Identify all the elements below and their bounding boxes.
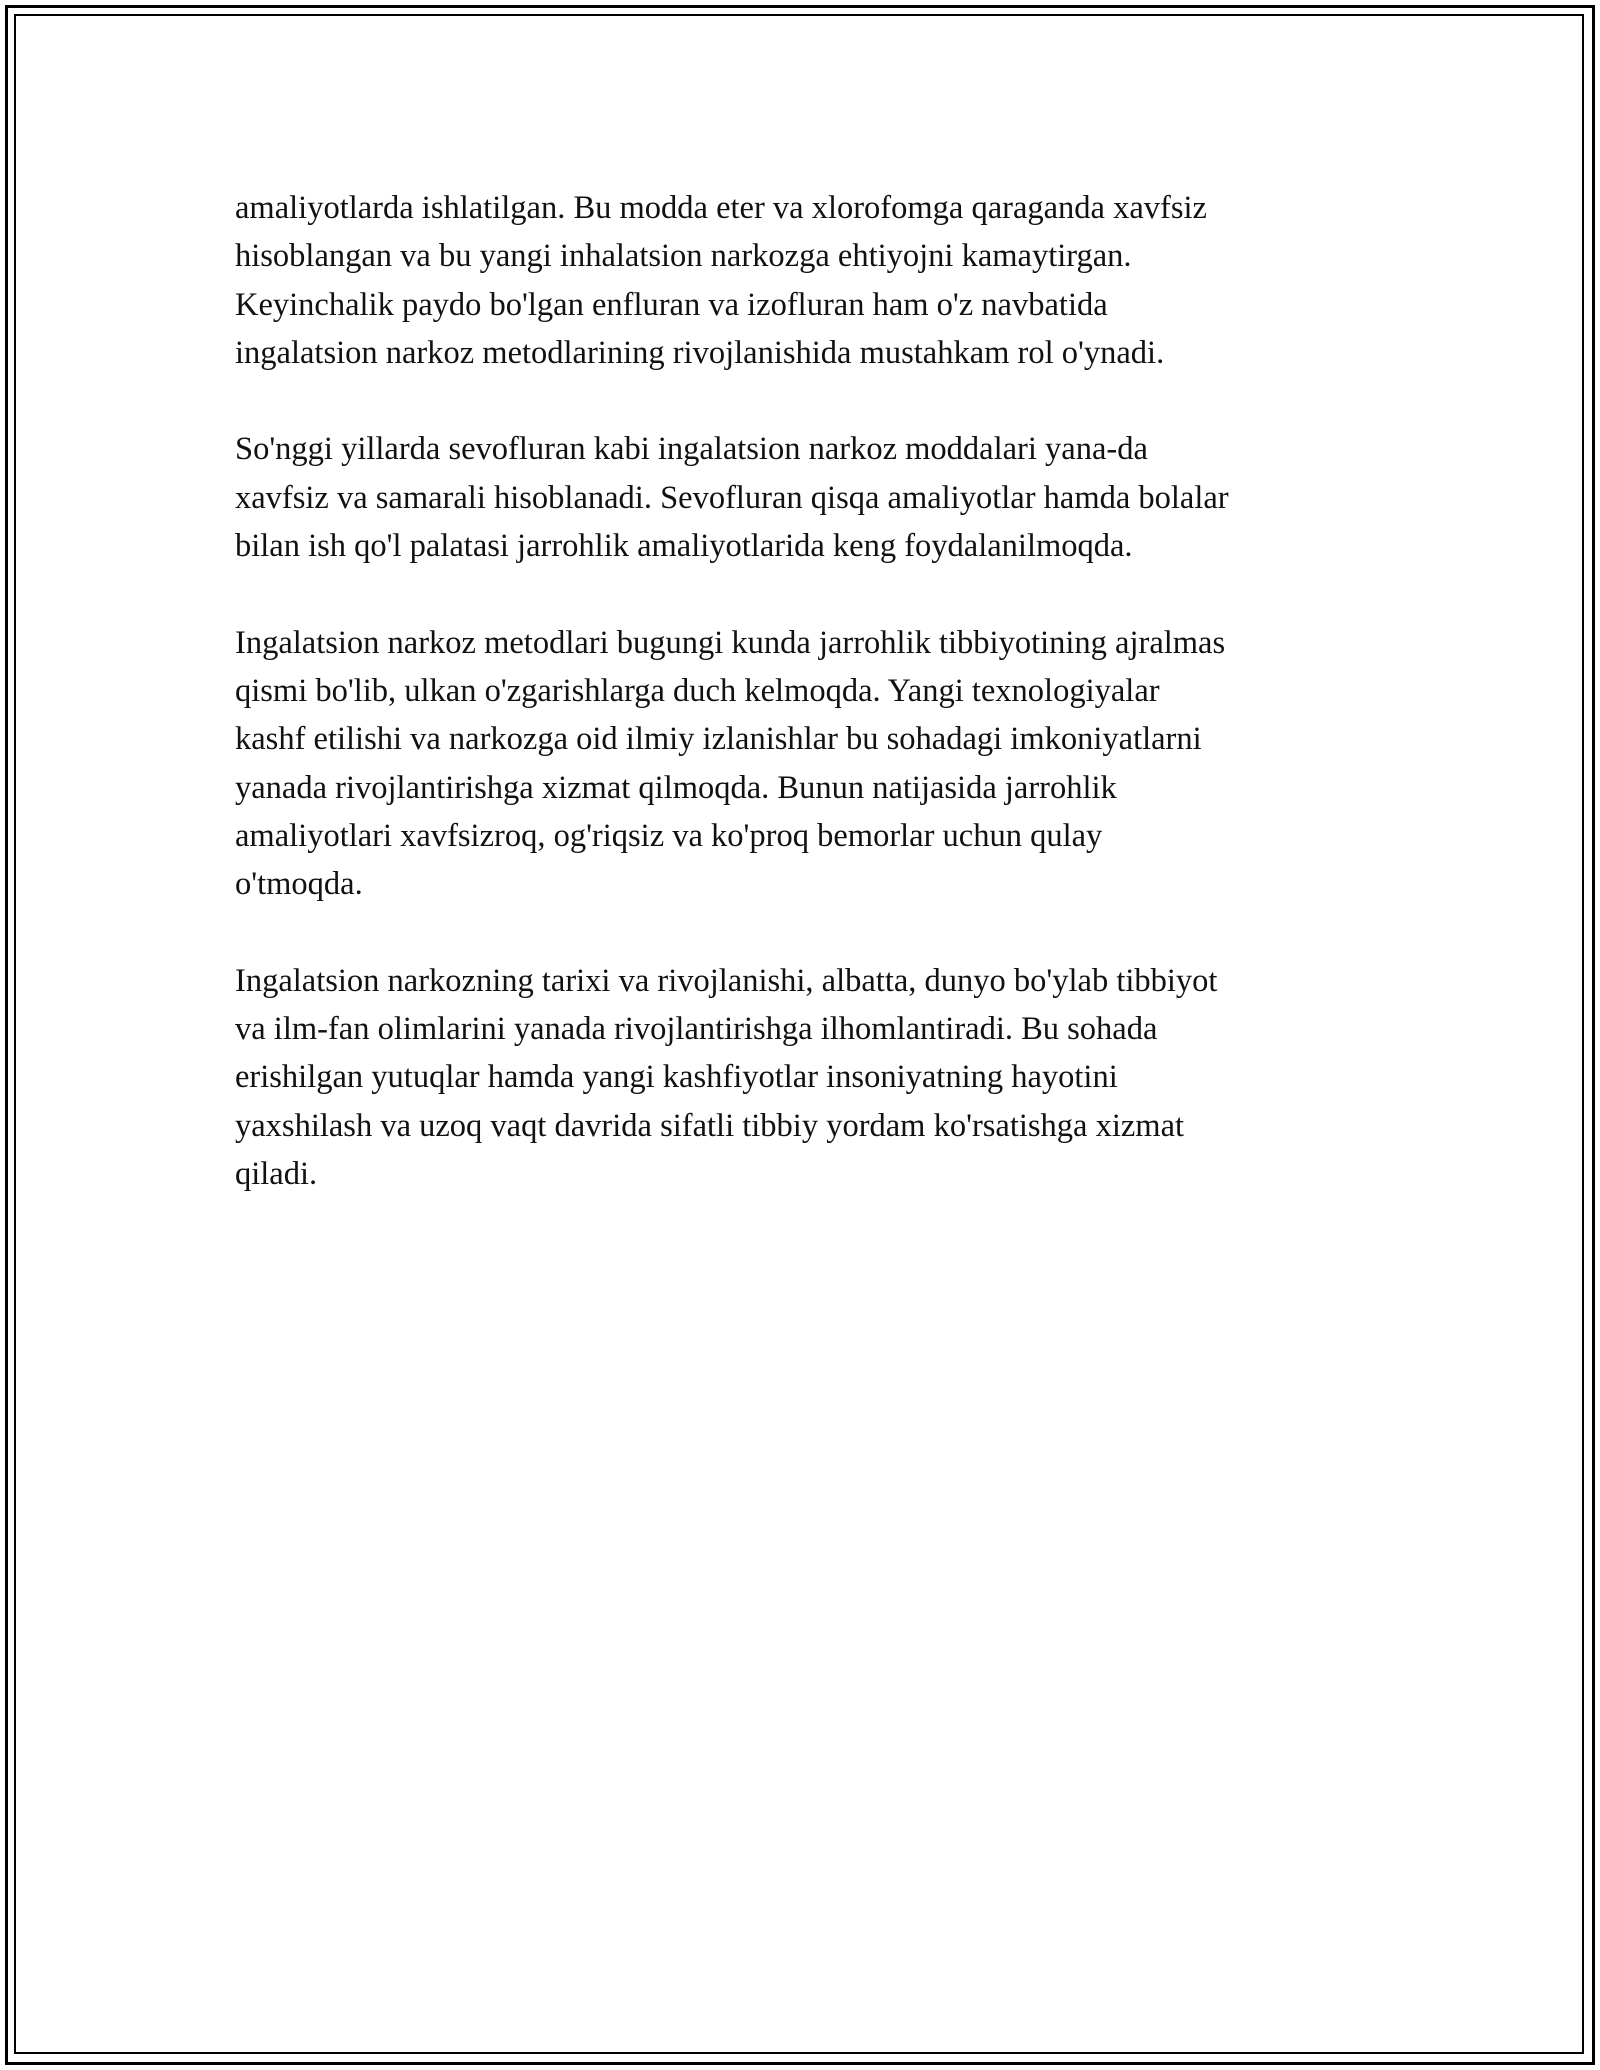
paragraph-line: bilan ish qo'l palatasi jarrohlik amaliyotlarida keng foydalanilmoqda. <box>235 528 1133 565</box>
paragraph-line: Keyinchalik paydo bo'lgan enfluran va izofluran ham o'z navbatida <box>235 286 1108 323</box>
paragraph-line: ingalatsion narkoz metodlarining rivojlanishida mustahkam rol o'ynadi. <box>235 334 1165 371</box>
paragraph-line: erishilgan yutuqlar hamda yangi kashfiyotlar insoniyatning hayotini <box>235 1059 1118 1096</box>
paragraph-line: amaliyotlarda ishlatilgan. Bu modda eter va xlorofomga qaraganda xavfsiz <box>235 190 1207 226</box>
paragraph-line: Ingalatsion narkoz metodlari bugungi kunda jarrohlik tibbiyotining ajralmas <box>235 624 1226 661</box>
paragraph-line: amaliyotlari xavfsizroq, og'riqsiz va ko'proq bemorlar uchun qulay <box>235 817 1103 854</box>
paragraph-line: o'tmoqda. <box>235 866 363 903</box>
document-body <box>235 184 1385 1247</box>
paragraph-3 <box>235 619 1385 909</box>
paragraph-line: So'nggi yillarda sevofluran kabi ingalatsion narkoz moddalari yana-da <box>235 431 1148 468</box>
paragraph-line: xavfsiz va samarali hisoblanadi. Sevofluran qisqa amaliyotlar hamda bolalar <box>235 479 1229 516</box>
paragraph-1 <box>235 184 1385 377</box>
paragraph-2 <box>235 425 1385 570</box>
paragraph-line: hisoblangan va bu yangi inhalatsion narkozga ehtiyojni kamaytirgan. <box>235 238 1132 275</box>
paragraph-line: qismi bo'lib, ulkan o'zgarishlarga duch kelmoqda. Yangi texnologiyalar <box>235 672 1160 709</box>
paragraph-line: va ilm-fan olimlarini yanada rivojlantirishga ilhomlantiradi. Bu sohada <box>235 1011 1158 1048</box>
paragraph-line: Ingalatsion narkozning tarixi va rivojlanishi, albatta, dunyo bo'ylab tibbiyot <box>235 962 1218 999</box>
paragraph-line: yaxshilash va uzoq vaqt davrida sifatli tibbiy yordam ko'rsatishga xizmat <box>235 1107 1185 1144</box>
paragraph-line: kashf etilishi va narkozga oid ilmiy izlanishlar bu sohadagi imkoniyatlarni <box>235 721 1202 758</box>
paragraph-line: qiladi. <box>235 1155 318 1192</box>
paragraph-line: yanada rivojlantirishga xizmat qilmoqda. Bunun natijasida jarrohlik <box>235 769 1117 806</box>
paragraph-4 <box>235 957 1385 1198</box>
